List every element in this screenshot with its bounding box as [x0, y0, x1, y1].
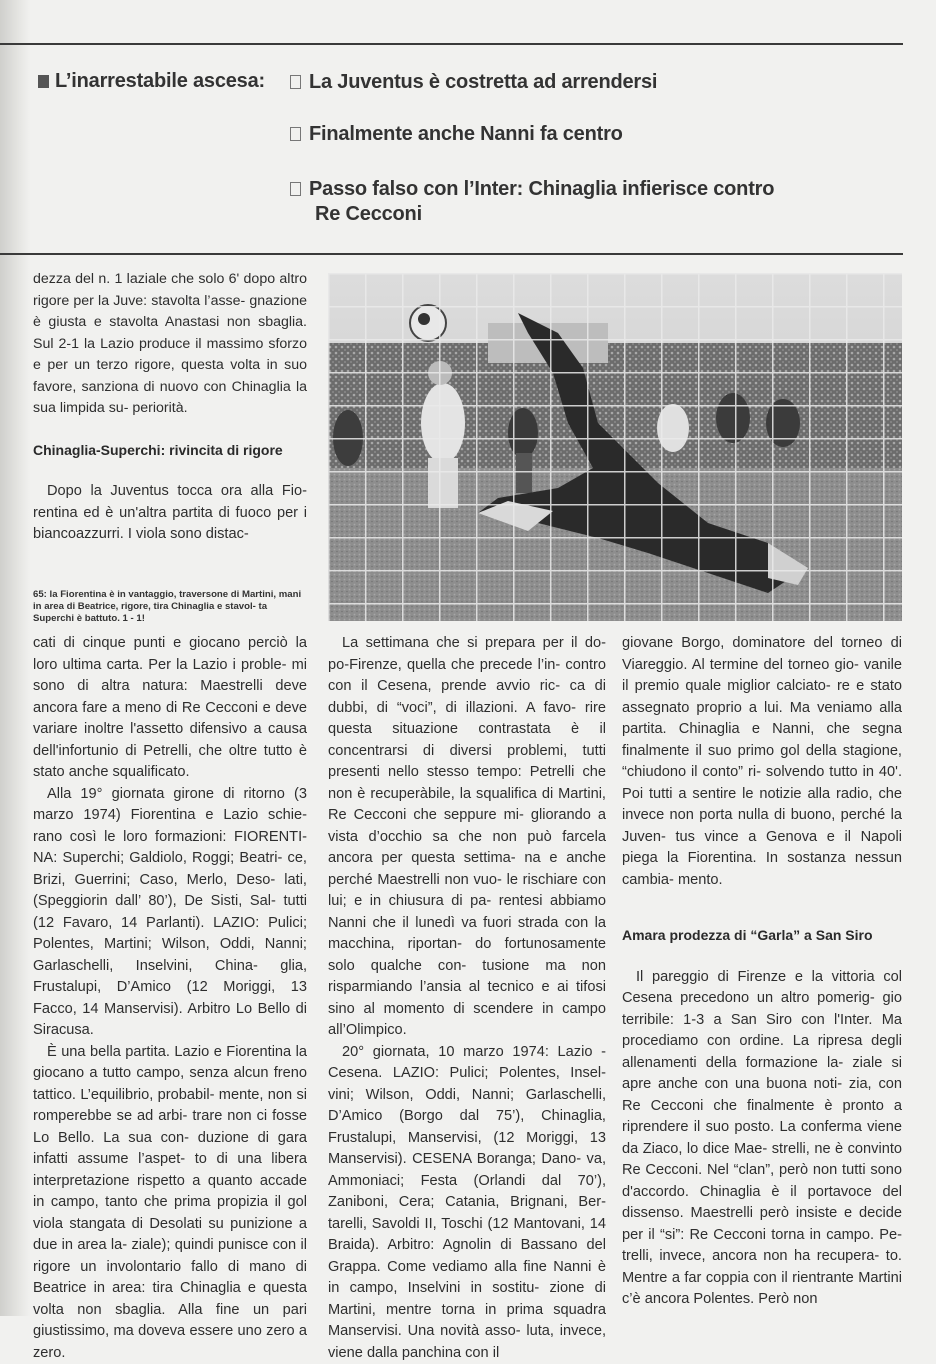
section-label [38, 70, 265, 93]
paragraph: Il pareggio di Firenze e la vittoria col Cesena precedono un altro pomerig- gio terribile: 1-3 a San Siro con l'Inter. Ma procediamo con ordine. La ripresa degli allenamenti della formazione la- ziale si apre anche con una buona noti- zia, con Re Cecconi che finalmente è pronto a riprendere il suo posto. La conferma viene da Ziaco, lo dice Mae- strelli, ne è convinto Re Cecconi. Nel “clan”, però non tutti sono d'accordo. Chinaglia è il portavoce del dissenso. Maestrelli però insiste e decide per il “si”: Re Cecconi torna in campo. Pe- trelli, invece, ancora non ha recupera- to. Mentre a far coppia con il rientrante Martini c’è ancora Polentes. Però non [622, 967, 902, 1311]
filled-square-bullet-icon [38, 75, 49, 88]
photo-caption: 65: la Fiorentina è in vantaggio, traversone di Martini, mani in area di Beatrice, rigore, tira Chinaglia e stavol- ta Superchi è battuto. 1 - 1! [33, 589, 309, 625]
left-column-bottom [33, 633, 307, 1364]
headline-text: Finalmente anche Nanni fa centro [309, 123, 623, 145]
checkbox-square-icon [290, 127, 301, 141]
subheading: Chinaglia-Superchi: rivincita di rigore [33, 440, 307, 462]
match-photo [328, 273, 902, 621]
paragraph: dezza del n. 1 laziale che solo 6' dopo altro rigore per la Juve: stavolta l’asse- gnazione è giusta e stavolta Anastasi non sbaglia. Sul 2-1 la Lazio produce il massimo sforzo e per un terzo rigore, questa volta in suo favore, sanziona di nuovo con Chinaglia la sua limpida su- periorità. [33, 269, 307, 420]
paragraph: È una bella partita. Lazio e Fiorentina la giocano a tutto campo, senza alcun freno tattico. L’equilibrio, probabil- mente, non si romperebbe se ad arbi- trare non ci fosse Lo Bello. La sua con- duzione di gara infatti assume l’aspet- to di una libera interpretazione rispetto a quanto accade in campo, tanto che prima propizia il gol viola stangata di Desolati su punizione a due in area la- ziale); quindi punisce con il rigore un involontario fallo di mano di Beatrice in area: tira Chinaglia e questa volta non sbaglia. Alla fine un pari giustissimo, ma doveva essere uno zero a zero. [33, 1042, 307, 1364]
paragraph: giovane Borgo, dominatore del torneo di Viareggio. Al termine del torneo gio- vanile il premio quale miglior calciato- re e stato assegnato proprio a lui. Ma veniamo alla partita. Chinaglia e Nanni, che segna finalmente il suo primo gol della stagione, “chiudono il conto” ri- solvendo tutto in 40'. Poi tutti a sentire le notizie alla radio, che invece non porta nulla di buono, perché la Juven- tus vince a Genova e il Napoli piega la Fiorentina. In sostanza nessun cambia- mento. [622, 633, 902, 891]
paragraph: cati di cinque punti e giocano perciò la loro ultima carta. Per la Lazio i proble- mi sono di altra natura: Maestrelli deve ancora fare a meno di Re Cecconi e deve variare inoltre l'assetto difensivo a causa dell'infortunio di Petrelli, che oltre tutto è stato anche squalificato. [33, 633, 307, 784]
headline-2 [290, 122, 850, 147]
right-column [622, 633, 902, 1311]
headline-text-continued: Re Cecconi [290, 202, 850, 227]
left-column-top [33, 269, 307, 546]
top-rule [0, 43, 903, 45]
subheading: Amara prodezza di “Garla” a San Siro [622, 925, 902, 947]
goal-net [328, 273, 902, 621]
paragraph: La settimana che si prepara per il do- po-Firenze, quella che precede l’in- contro con il Cesena, prende avvio ric- ca di dubbi, di “voci”, di illazioni. A favo- rire questa situazione contrastata è il concentrarsi di diversi problemi, tutti presenti nello stesso tempo: Petrelli che non è recuperàbile, la squalifica di Martini, Re Cecconi che seppure mi- gliorando a vista d’occhio sa che non può farcela ancora per questa settima- na e anche perché Maestrelli non vuo- le rischiare con lui; e in chiusura di pa- rentesi abbiamo Nanni che il lunedì va fuori strada con la macchina, riportan- do fortunosamente solo qualche con- tusione ma non risparmiando l’ansia al tecnico e ai tifosi sino al momento di scendere in campo all’Olimpico. [328, 633, 606, 1042]
headline-1 [290, 70, 850, 95]
page-gutter-shadow [0, 0, 30, 1316]
header-bottom-rule [0, 253, 903, 255]
headline-3 [290, 177, 850, 227]
headline-text: La Juventus è costretta ad arrendersi [309, 71, 657, 93]
penalty-save-photo-illustration [328, 273, 902, 621]
middle-column [328, 633, 606, 1364]
paragraph: 20° giornata, 10 marzo 1974: Lazio - Cesena. LAZIO: Pulici; Polentes, Insel- vini; Wilson, Oddi, Nanni; Garlaschelli, D’Amico (Borgo dal 75’), Chinaglia, Frustalupi, Manservisi, (12 Moriggi, 13 Manservisi). CESENA Boranga; Dano- va, Ammoniaci; Festa (Orlandi dal 70’), Zaniboni, Cera; Catania, Brignani, Ber- tarelli, Savoldi II, Toschi (12 Mantovani, 14 Braida). Arbitro: Agnolin di Bassano del Grappa. Come vediamo alla fine Nanni è in campo, Inselvini in sostitu- zione di Martini, mentre torna in prima squadra Manservisi. Una novità asso- luta, invece, viene dalla panchina con il [328, 1042, 606, 1364]
paragraph: Dopo la Juventus tocca ora alla Fio- rentina ed è un'altra partita di fuoco per i biancoazzurri. I viola sono distac- [33, 481, 307, 546]
paragraph: Alla 19° giornata girone di ritorno (3 marzo 1974) Fiorentina e Lazio schie- rano così le loro formazioni: FIORENTI- NA: Superchi; Galdiolo, Roggi; Beatri- ce, Brizi, Guerrini; Caso, Merlo, Deso- lati, (Speggiorin dall’ 80’), De Sisti, Sal- tutti (12 Favaro, 14 Parlanti). LAZIO: Pulici; Polentes, Martini; Wilson, Oddi, Nanni; Garlaschelli, Inselvini, China- glia, Frustalupi, D’Amico (12 Moriggi, 13 Facco, 14 Manservisi). Arbitro Lo Bello di Siracusa. [33, 784, 307, 1042]
headline-text: Passo falso con l’Inter: Chinaglia infierisce contro [309, 178, 774, 200]
checkbox-square-icon [290, 75, 301, 89]
checkbox-square-icon [290, 182, 301, 196]
section-label-text: L’inarrestabile ascesa: [55, 70, 265, 92]
